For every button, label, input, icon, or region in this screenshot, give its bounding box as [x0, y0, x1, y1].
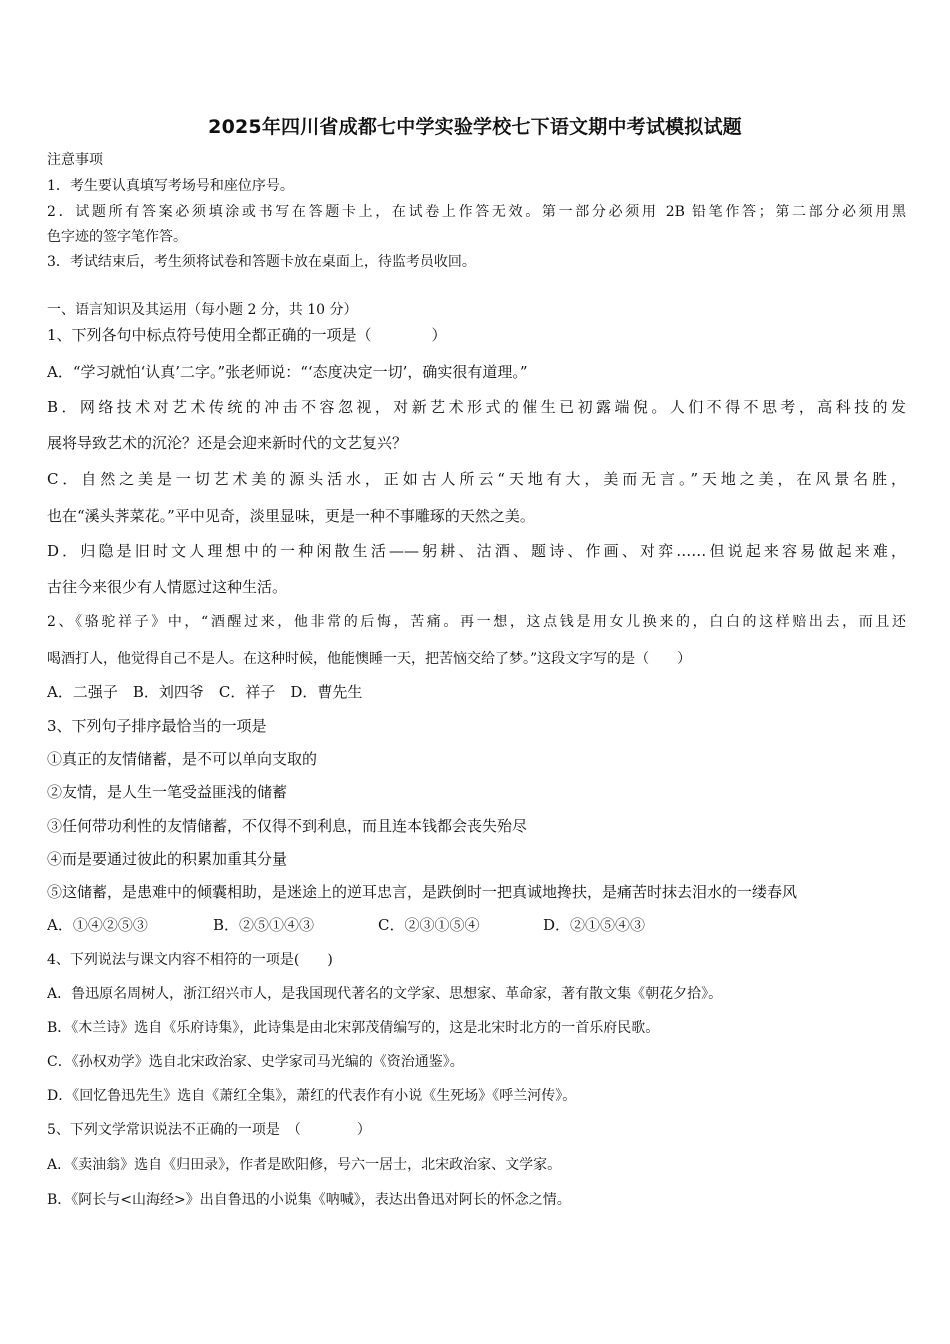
q2-stem-line-2: 喝酒打人，他觉得自己不是人。在这种时候，他能懊睡一天，把苦恼交给了梦。”这段文字写的是（ ） — [47, 651, 692, 667]
q3-sentence-5: ⑤这储蓄，是患难中的倾囊相助，是迷途上的逆耳忠言，是跌倒时一把真诚地搀扶，是痛苦时抹去泪水的一缕春风 — [47, 883, 798, 901]
notice-item-3: 3．考试结束后，考生须将试卷和答题卡放在桌面上，待监考员收回。 — [47, 254, 476, 270]
q3-option-a: A．①④②⑤③ — [47, 916, 148, 934]
q1-option-c-line-1: C．自然之美是一切艺术美的源头活水，正如古人所云“天地有大，美而无言。”天地之美，在风景名胜， — [47, 470, 906, 488]
q5-stem: 5、下列文学常识说法不正确的一项是 （ ） — [47, 1122, 371, 1138]
q3-sentence-1: ①真正的友情储蓄，是不可以单向支取的 — [47, 750, 318, 768]
q4-option-b: B．《木兰诗》选自《乐府诗集》，此诗集是由北宋郭茂倩编写的，这是北宋时北方的一首乐府民歌。 — [47, 1020, 660, 1036]
q2-options: A．二强子 B．刘四爷 C．祥子 D．曹先生 — [47, 683, 363, 701]
q1-option-b-line-2: 展将导致艺术的沉沦？还是会迎来新时代的文艺复兴？ — [47, 434, 408, 452]
q1-option-b-line-1: B．网络技术对艺术传统的冲击不容忽视，对新艺术形式的催生已初露端倪。人们不得不思考，高科技的发 — [47, 398, 906, 416]
q4-option-c: C．《孙权劝学》选自北宋政治家、史学家司马光编的《资治通鉴》。 — [47, 1054, 464, 1070]
q1-option-d-line-1: D．归隐是旧时文人理想中的一种闲散生活——躬耕、沽酒、题诗、作画、对弈……但说起来容易做起来难， — [47, 542, 906, 560]
q3-option-c: C．②③①⑤④ — [378, 916, 480, 934]
q3-sentence-4: ④而是要通过彼此的积累加重其分量 — [47, 850, 288, 868]
q1-option-c-line-2: 也在“溪头荠菜花。”平中见奇，淡里显味，更是一种不事雕琢的天然之美。 — [47, 507, 535, 525]
q3-stem: 3、下列句子排序最恰当的一项是 — [47, 717, 267, 735]
notice-heading: 注意事项 — [47, 152, 103, 168]
notice-item-1: 1．考生要认真填写考场号和座位序号。 — [47, 178, 294, 194]
section-1-heading: 一、语言知识及其运用（每小题 2 分，共 10 分） — [47, 302, 358, 318]
q3-option-d: D．②①⑤④③ — [543, 916, 646, 934]
q3-sentence-2: ②友情，是人生一笔受益匪浅的储蓄 — [47, 783, 288, 801]
q1-stem: 1、下列各句中标点符号使用全都正确的一项是（ ） — [47, 326, 447, 344]
q4-option-a: A．鲁迅原名周树人，浙江绍兴市人，是我国现代著名的文学家、思想家、革命家，著有散文集《朝花夕拾》。 — [47, 986, 723, 1002]
q5-option-a: A．《卖油翁》选自《归田录》，作者是欧阳修，号六一居士，北宋政治家、文学家。 — [47, 1157, 562, 1173]
q3-sentence-3: ③任何带功利性的友情储蓄，不仅得不到利息，而且连本钱都会丧失殆尽 — [47, 817, 528, 835]
q3-option-b: B．②⑤①④③ — [213, 916, 315, 934]
page-title: 2025年四川省成都七中学实验学校七下语文期中考试模拟试题 — [208, 116, 742, 138]
q5-option-b: B．《阿长与<山海经>》出自鲁迅的小说集《呐喊》，表达出鲁迅对阿长的怀念之情。 — [47, 1192, 571, 1208]
q2-stem-line-1: 2、《骆驼祥子》中，“酒醒过来，他非常的后悔，苦痛。再一想，这点钱是用女儿换来的，白白的这样赔出去，而且还 — [47, 614, 906, 630]
notice-item-2-line-1: 2．试题所有答案必须填涂或书写在答题卡上，在试卷上作答无效。第一部分必须用 2B 铅笔作答；第二部分必须用黑 — [47, 204, 906, 220]
notice-item-2-line-2: 色字迹的签字笔作答。 — [47, 229, 187, 245]
q1-option-d-line-2: 古往今来很少有人情愿过这种生活。 — [47, 578, 288, 596]
q4-option-d: D．《回忆鲁迅先生》选自《萧红全集》，萧红的代表作有小说《生死场》《呼兰河传》。 — [47, 1088, 577, 1104]
q1-option-a: A．“学习就怕‘认真’二字。”张老师说：“‘态度决定一切’，确实很有道理。” — [47, 363, 528, 381]
q4-stem: 4、下列说法与课文内容不相符的一项是( ) — [47, 952, 333, 968]
